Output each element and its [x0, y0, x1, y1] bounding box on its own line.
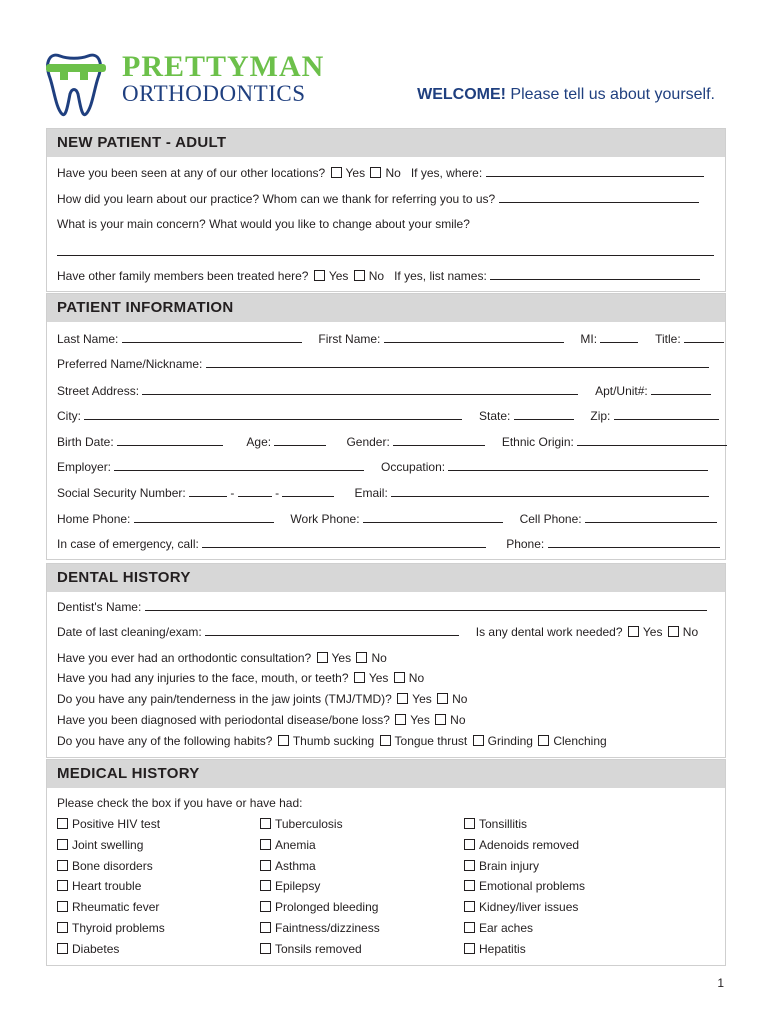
medical-condition-item[interactable] — [464, 942, 526, 957]
checkbox-yes[interactable] — [314, 270, 325, 281]
checkbox-yes[interactable] — [395, 714, 406, 725]
medical-condition-item[interactable] — [464, 900, 578, 915]
condition-label: Positive HIV test — [72, 817, 161, 831]
employer-field[interactable] — [114, 459, 364, 471]
condition-label: Asthma — [275, 858, 316, 873]
condition-label: Faintness/dizziness — [275, 921, 380, 935]
condition-label: Thyroid problems — [72, 921, 165, 935]
row-employer: Employer: Occupation: — [57, 459, 708, 475]
medical-condition-item[interactable] — [464, 879, 585, 894]
condition-label: Epilepsy — [275, 879, 321, 894]
checkbox[interactable] — [57, 922, 68, 933]
condition-label: Hepatitis — [479, 941, 526, 956]
logo-text-orthodontics: ORTHODONTICS — [122, 81, 306, 106]
checkbox[interactable] — [464, 818, 475, 829]
checkbox-no[interactable] — [370, 167, 381, 178]
q-periodontal: Have you been diagnosed with periodontal disease/bone loss? Yes No — [57, 713, 466, 727]
street-field[interactable] — [142, 383, 578, 395]
section-title: PATIENT INFORMATION — [47, 294, 725, 322]
section-title: MEDICAL HISTORY — [47, 760, 725, 788]
q-ortho-consult: Have you ever had an orthodontic consultation? Yes No — [57, 651, 387, 665]
ssn-part1-field[interactable] — [189, 485, 227, 497]
q-main-concern: What is your main concern? What would you like to change about your smile? — [57, 217, 470, 231]
medical-condition-item[interactable] — [260, 859, 316, 874]
condition-label: Diabetes — [72, 941, 120, 956]
medical-condition-item[interactable] — [260, 879, 320, 894]
medical-condition-item[interactable] — [260, 817, 343, 832]
condition-label: Tonsils removed — [275, 941, 362, 956]
medical-condition-item[interactable] — [464, 921, 533, 936]
medical-condition-item[interactable] — [464, 838, 579, 853]
welcome-heading: WELCOME! Please tell us about yourself. — [417, 86, 715, 103]
checkbox[interactable] — [260, 818, 271, 829]
last-cleaning-field[interactable] — [205, 624, 459, 636]
checkbox[interactable] — [260, 860, 271, 871]
checkbox[interactable] — [57, 860, 68, 871]
row-preferred: Preferred Name/Nickname: — [57, 356, 709, 372]
age-field[interactable] — [274, 434, 326, 446]
q-habits: Do you have any of the following habits? Thumb sucking Tongue thrust Grinding Clenching — [57, 734, 607, 748]
ethnic-field[interactable] — [577, 434, 727, 446]
condition-label: Emotional problems — [479, 879, 586, 894]
medical-condition-item[interactable] — [57, 879, 141, 894]
row-birth: Birth Date: Age: Gender: Ethnic Origin: — [57, 434, 727, 450]
work-phone-field[interactable] — [363, 511, 503, 523]
checkbox[interactable] — [260, 922, 271, 933]
mi-field[interactable] — [600, 331, 638, 343]
row-phones: Home Phone: Work Phone: Cell Phone: — [57, 511, 717, 527]
emergency-contact-field[interactable] — [202, 536, 486, 548]
checkbox-thumb-sucking[interactable] — [278, 735, 289, 746]
condition-label: Prolonged bleeding — [275, 900, 379, 915]
section-title: NEW PATIENT - ADULT — [47, 129, 725, 157]
condition-label: Joint swelling — [72, 837, 144, 852]
checkbox-no[interactable] — [437, 693, 448, 704]
occupation-field[interactable] — [448, 459, 708, 471]
checkbox-no[interactable] — [354, 270, 365, 281]
medical-condition-item[interactable] — [260, 942, 362, 957]
checkbox[interactable] — [464, 839, 475, 850]
title-field[interactable] — [684, 331, 724, 343]
checkbox[interactable] — [57, 818, 68, 829]
condition-label: Brain injury — [479, 858, 540, 873]
checkbox-yes[interactable] — [354, 672, 365, 683]
row-emergency: In case of emergency, call: Phone: — [57, 536, 720, 552]
checkbox-tongue-thrust[interactable] — [380, 735, 391, 746]
checkbox[interactable] — [57, 943, 68, 954]
row-street: Street Address: Apt/Unit#: — [57, 383, 711, 399]
medical-condition-item[interactable] — [260, 838, 316, 853]
checkbox-no[interactable] — [394, 672, 405, 683]
checkbox[interactable] — [57, 839, 68, 850]
ssn-part3-field[interactable] — [282, 485, 334, 497]
checkbox[interactable] — [260, 901, 271, 912]
state-field[interactable] — [514, 408, 574, 420]
checkbox[interactable] — [57, 880, 68, 891]
condition-label: Tonsillitis — [479, 817, 528, 831]
medical-instruction: Please check the box if you have or have had: — [57, 796, 303, 810]
q-injuries: Have you had any injuries to the face, mouth, or teeth? Yes No — [57, 671, 425, 685]
row-dentist: Dentist's Name: — [57, 599, 707, 615]
medical-condition-item[interactable] — [464, 817, 527, 832]
checkbox[interactable] — [464, 860, 475, 871]
section-title: DENTAL HISTORY — [47, 564, 725, 592]
condition-label: Tuberculosis — [275, 817, 343, 831]
checkbox[interactable] — [464, 880, 475, 891]
first-name-field[interactable] — [384, 331, 564, 343]
checkbox[interactable] — [260, 943, 271, 954]
last-name-field[interactable] — [122, 331, 302, 343]
checkbox-clenching[interactable] — [538, 735, 549, 746]
ssn-part2-field[interactable] — [238, 485, 272, 497]
q-family-treated: Have other family members been treated here? Yes No If yes, list names: — [57, 268, 700, 284]
checkbox-no[interactable] — [435, 714, 446, 725]
medical-condition-item[interactable] — [464, 859, 539, 874]
logo-text-prettyman: PRETTYMAN — [122, 50, 325, 83]
checkbox-no[interactable] — [668, 626, 679, 637]
zip-field[interactable] — [614, 408, 719, 420]
checkbox-yes[interactable] — [628, 626, 639, 637]
checkbox-yes[interactable] — [331, 167, 342, 178]
checkbox[interactable] — [57, 901, 68, 912]
row-cleaning: Date of last cleaning/exam: Is any dental work needed? Yes No — [57, 625, 699, 639]
condition-label: Bone disorders — [72, 858, 153, 873]
page-number: 1 — [717, 976, 724, 990]
condition-label: Heart trouble — [72, 879, 142, 894]
medical-condition-item[interactable] — [260, 921, 380, 936]
medical-condition-item[interactable] — [57, 942, 119, 957]
row-ssn: Social Security Number: - - Email: — [57, 485, 709, 501]
medical-condition-item[interactable] — [57, 838, 143, 853]
home-phone-field[interactable] — [134, 511, 274, 523]
row-name: Last Name: First Name: MI: Title: — [57, 331, 724, 347]
q-tmj: Do you have any pain/tenderness in the jaw joints (TMJ/TMD)? Yes No — [57, 692, 468, 706]
cell-phone-field[interactable] — [585, 511, 717, 523]
medical-condition-item[interactable] — [57, 921, 165, 936]
checkbox[interactable] — [260, 880, 271, 891]
gender-field[interactable] — [393, 434, 485, 446]
referral-field[interactable] — [499, 191, 699, 203]
medical-condition-item[interactable] — [57, 817, 160, 832]
concern-field[interactable] — [57, 255, 714, 256]
preferred-name-field[interactable] — [206, 356, 709, 368]
checkbox-grinding[interactable] — [473, 735, 484, 746]
q-other-locations: Have you been seen at any of our other locations? Yes No If yes, where: — [57, 165, 704, 181]
checkbox[interactable] — [464, 943, 475, 954]
condition-label: Rheumatic fever — [72, 900, 160, 915]
condition-label: Kidney/liver issues — [479, 900, 579, 915]
checkbox-no[interactable] — [356, 652, 367, 663]
checkbox-yes[interactable] — [397, 693, 408, 704]
medical-condition-item[interactable] — [57, 859, 153, 874]
checkbox[interactable] — [464, 901, 475, 912]
checkbox-yes[interactable] — [317, 652, 328, 663]
medical-condition-item[interactable] — [260, 900, 378, 915]
email-field[interactable] — [391, 485, 709, 497]
checkbox[interactable] — [464, 922, 475, 933]
birth-date-field[interactable] — [117, 434, 223, 446]
q-referral: How did you learn about our practice? Whom can we thank for referring you to us? — [57, 191, 699, 207]
condition-label: Anemia — [275, 837, 316, 852]
emergency-phone-field[interactable] — [548, 536, 720, 548]
city-field[interactable] — [84, 408, 462, 420]
row-city: City: State: Zip: — [57, 408, 719, 424]
where-field[interactable] — [486, 165, 704, 177]
medical-condition-item[interactable] — [57, 900, 159, 915]
condition-label: Ear aches — [479, 921, 534, 935]
family-names-field[interactable] — [490, 268, 700, 280]
apt-field[interactable] — [651, 383, 711, 395]
checkbox[interactable] — [260, 839, 271, 850]
condition-label: Adenoids removed — [479, 837, 580, 852]
dentist-name-field[interactable] — [145, 599, 707, 611]
